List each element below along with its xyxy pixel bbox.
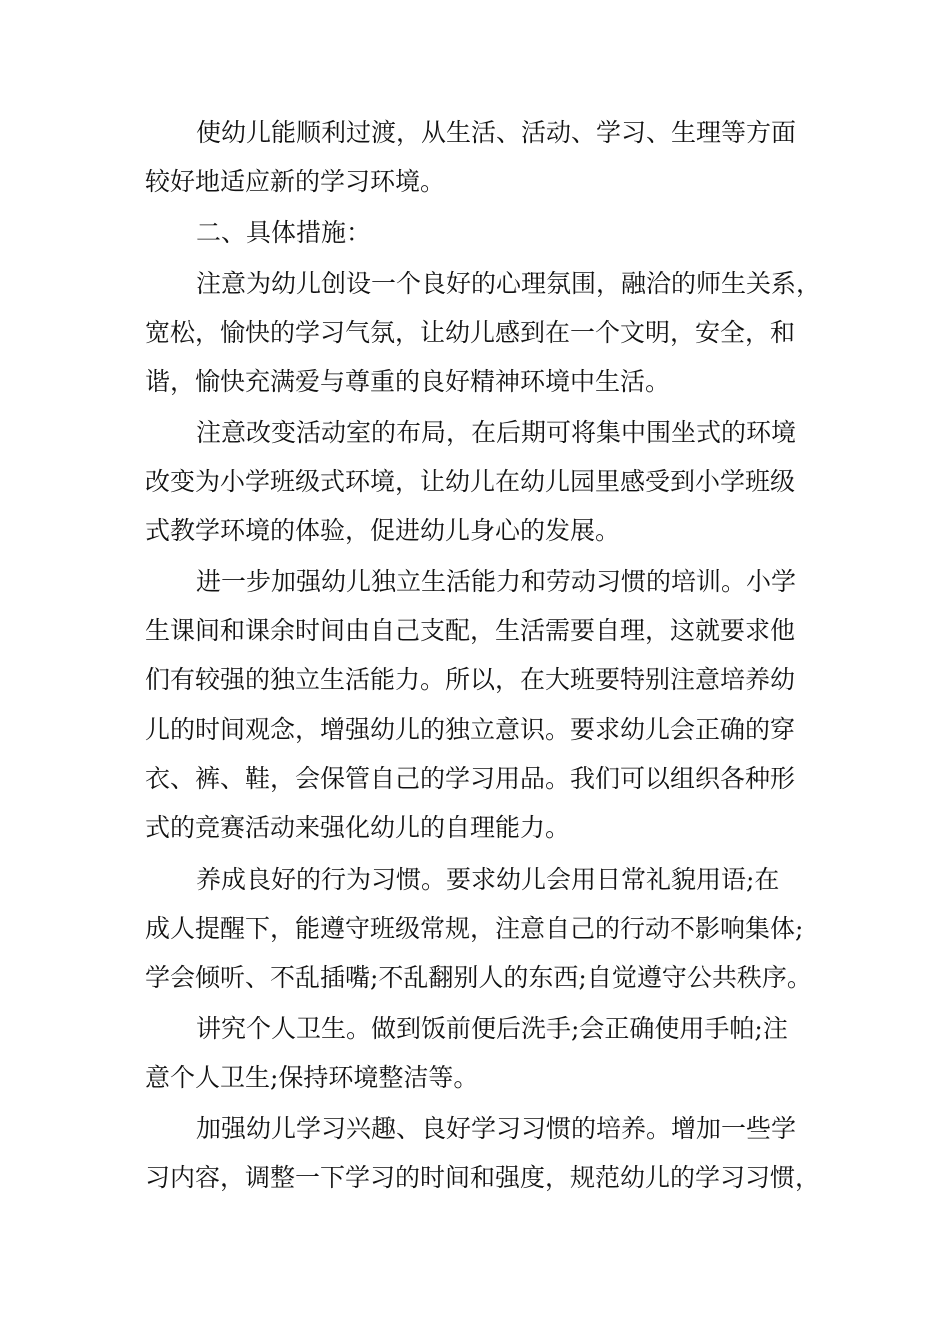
paragraph-4-line-3: 们有较强的独立生活能力。所以，在大班要特别注意培养幼 [145,665,796,694]
paragraph-4-line-4: 儿的时间观念，增强幼儿的独立意识。要求幼儿会正确的穿 [145,715,796,744]
paragraph-1-line-1: 使幼儿能顺利过渡，从生活、活动、学习、生理等方面 [196,118,797,147]
paragraph-6-line-1: 讲究个人卫生。做到饭前便后洗手;会正确使用手帕;注 [196,1014,788,1043]
paragraph-2-line-3: 谐，愉快充满爱与尊重的良好精神环境中生活。 [145,367,671,396]
paragraph-5-line-3: 学会倾听、不乱插嘴;不乱翻别人的东西;自觉遵守公共秩序。 [145,963,812,992]
paragraph-5-line-2: 成人提醒下，能遵守班级常规，注意自己的行动不影响集体; [145,914,804,943]
paragraph-4-line-2: 生课间和课余时间由自己支配，生活需要自理，这就要求他 [145,616,796,645]
paragraph-4-line-1: 进一步加强幼儿独立生活能力和劳动习惯的培训。小学 [196,567,797,596]
paragraph-3-line-3: 式教学环境的体验，促进幼儿身心的发展。 [145,516,621,545]
paragraph-2-line-1: 注意为幼儿创设一个良好的心理氛围，融洽的师生关系， [196,269,822,298]
paragraph-7-line-1: 加强幼儿学习兴趣、良好学习习惯的培养。增加一些学 [196,1114,797,1143]
paragraph-4-line-5: 衣、裤、鞋，会保管自己的学习用品。我们可以组织各种形 [145,764,796,793]
paragraph-7-line-2: 习内容，调整一下学习的时间和强度，规范幼儿的学习习惯， [145,1163,821,1192]
paragraph-5-line-1: 养成良好的行为习惯。要求幼儿会用日常礼貌用语;在 [196,865,780,894]
paragraph-3-line-2: 改变为小学班级式环境，让幼儿在幼儿园里感受到小学班级 [145,467,796,496]
paragraph-3-line-1: 注意改变活动室的布局，在后期可将集中围坐式的环境 [196,418,797,447]
paragraph-6-line-2: 意个人卫生;保持环境整洁等。 [145,1063,479,1092]
paragraph-1-line-2: 较好地适应新的学习环境。 [145,167,446,196]
section-heading: 二、具体措施： [196,218,372,247]
paragraph-4-line-6: 式的竞赛活动来强化幼儿的自理能力。 [145,813,571,842]
paragraph-2-line-2: 宽松，愉快的学习气氛，让幼儿感到在一个文明，安全，和 [145,318,796,347]
